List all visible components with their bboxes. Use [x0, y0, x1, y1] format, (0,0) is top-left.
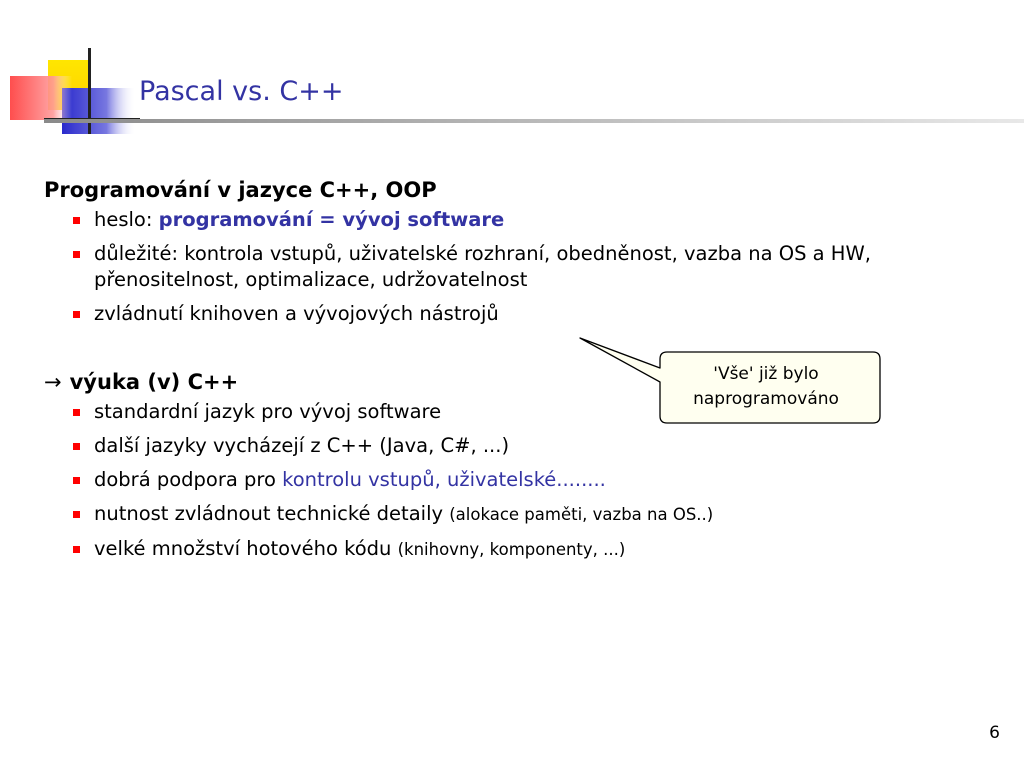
item-text: nutnost zvládnout technické detaily	[94, 502, 450, 525]
section-list-oop	[44, 207, 1004, 327]
item-text: další jazyky vycházejí z C++ (Java, C#, ...)	[94, 434, 510, 457]
item-text: heslo:	[94, 208, 159, 231]
bullet-icon	[73, 409, 80, 416]
item-text: dobrá podpora pro	[94, 468, 283, 491]
bullet-icon	[73, 311, 80, 318]
item-note: (alokace paměti, vazba na OS..)	[449, 505, 714, 524]
bullet-icon	[73, 511, 80, 518]
bullet-icon	[73, 217, 80, 224]
list-item	[44, 433, 1004, 459]
item-text: důležité: kontrola vstupů, uživatelské rozhraní, obedněnost, vazba na OS a HW, přenositelnost, optimalizace, udržovatelnost	[94, 242, 871, 291]
item-text: velké množství hotového kódu	[94, 537, 398, 560]
item-highlight: programování = vývoj software	[158, 208, 505, 231]
item-highlight: kontrolu vstupů, uživatelské........	[282, 468, 606, 491]
list-item	[44, 241, 1004, 293]
slide-title: Pascal vs. C++	[139, 76, 344, 107]
item-text: zvládnutí knihoven a vývojových nástrojů	[94, 302, 499, 325]
list-item	[44, 501, 1004, 528]
heading-text: výuka (v) C++	[69, 370, 239, 394]
bullet-icon	[73, 251, 80, 258]
title-underline	[44, 119, 1024, 123]
bullet-icon	[73, 546, 80, 553]
page-number: 6	[989, 723, 1000, 743]
list-item	[44, 467, 1004, 493]
list-item	[44, 536, 1004, 563]
section-heading-oop: Programování v jazyce C++, OOP	[44, 178, 437, 202]
item-note: (knihovny, komponenty, ...)	[397, 540, 626, 559]
callout-text: 'Vše' již bylo naprogramováno	[693, 364, 839, 409]
bullet-icon	[73, 443, 80, 450]
bullet-icon	[73, 477, 80, 484]
item-text: standardní jazyk pro vývoj software	[94, 400, 442, 423]
list-item	[44, 301, 1004, 327]
arrow-right-icon: →	[44, 370, 62, 394]
list-item	[44, 207, 1004, 233]
